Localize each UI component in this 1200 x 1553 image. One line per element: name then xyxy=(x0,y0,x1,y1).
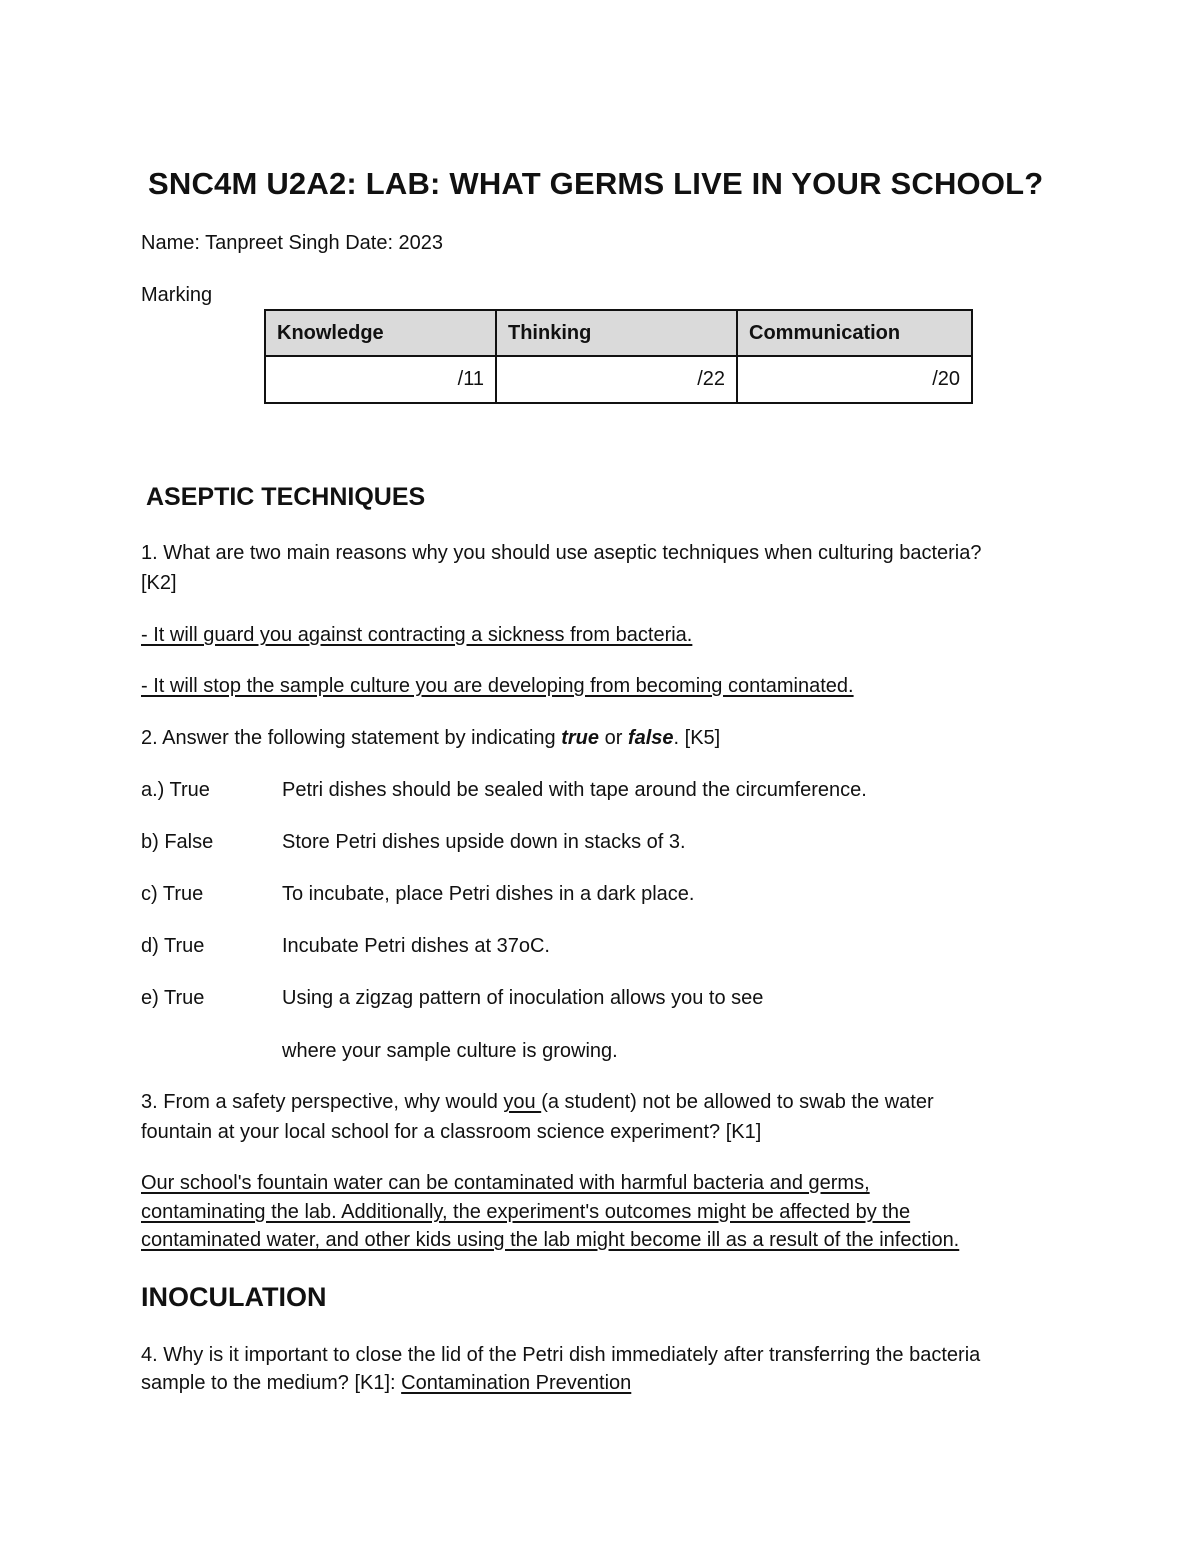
q2c-answer: c) True xyxy=(141,883,204,905)
q4-prefix: sample to the medium? [K1]: xyxy=(141,1372,402,1394)
name-date-line: Name: Tanpreet Singh Date: 2023 xyxy=(141,232,444,254)
page-title: SNC4M U2A2: LAB: WHAT GERMS LIVE IN YOUR SCHOOL? xyxy=(148,166,1044,201)
q3-answer-line3: contaminated water, and other kids using the lab might become ill as a result of the infection. xyxy=(141,1229,960,1251)
q3-part1: 3. From a safety perspective, why would xyxy=(141,1091,504,1113)
header-knowledge: Knowledge xyxy=(265,310,496,356)
marking-table-score-row xyxy=(265,356,972,403)
q2e-statement: Using a zigzag pattern of inoculation allows you to see xyxy=(282,987,764,1009)
header-thinking: Thinking xyxy=(496,310,737,356)
q3-you: you xyxy=(503,1091,542,1113)
q1-text-line1: 1. What are two main reasons why you should use aseptic techniques when culturing bacteria? xyxy=(141,542,982,564)
q2c-statement: To incubate, place Petri dishes in a dark place. xyxy=(282,883,695,905)
section-heading-inoculation: INOCULATION xyxy=(141,1282,327,1312)
q2b-statement: Store Petri dishes upside down in stacks of 3. xyxy=(282,831,686,853)
score-knowledge: /11 xyxy=(265,356,496,403)
q3-answer-line1: Our school's fountain water can be contaminated with harmful bacteria and germs, xyxy=(141,1172,870,1194)
marking-label: Marking xyxy=(141,284,213,306)
q4-text-line2 xyxy=(141,1369,631,1398)
q4-answer: Contamination Prevention xyxy=(401,1372,632,1394)
score-thinking: /22 xyxy=(496,356,737,403)
q2a-answer: a.) True xyxy=(141,779,210,801)
q1-text-line2: [K2] xyxy=(141,572,177,594)
q4-text-line1: 4. Why is it important to close the lid of the Petri dish immediately after transferring the bacteria xyxy=(141,1344,981,1366)
q2-suffix: . [K5] xyxy=(673,727,721,749)
q2b-answer: b) False xyxy=(141,831,214,853)
score-communication: /20 xyxy=(737,356,972,403)
q2e-answer: e) True xyxy=(141,987,205,1009)
marking-table xyxy=(264,309,973,404)
q2d-answer: d) True xyxy=(141,935,205,957)
q2d-statement: Incubate Petri dishes at 37oC. xyxy=(282,935,550,957)
q2-true-word: true xyxy=(561,727,600,749)
q2-prefix: 2. Answer the following statement by indicating xyxy=(141,727,562,749)
section-heading-aseptic: ASEPTIC TECHNIQUES xyxy=(146,483,426,511)
q3-text-line1 xyxy=(141,1088,934,1117)
q3-part2: (a student) not be allowed to swab the water xyxy=(541,1091,934,1113)
q2a-statement: Petri dishes should be sealed with tape around the circumference. xyxy=(282,779,867,801)
q3-answer-line2: contaminating the lab. Additionally, the experiment's outcomes might be affected by the xyxy=(141,1201,911,1223)
marking-table-header-row xyxy=(265,310,972,356)
q2-or-word: or xyxy=(599,727,628,749)
q1-answer-1: - It will guard you against contracting a sickness from bacteria. xyxy=(141,624,693,646)
header-communication: Communication xyxy=(737,310,972,356)
q2-text xyxy=(141,724,720,753)
q3-text-line2: fountain at your local school for a classroom science experiment? [K1] xyxy=(141,1121,762,1143)
q2-false-word: false xyxy=(627,727,674,749)
q2e-statement-continued: where your sample culture is growing. xyxy=(282,1040,618,1062)
q1-answer-2: - It will stop the sample culture you are developing from becoming contaminated. xyxy=(141,675,854,697)
